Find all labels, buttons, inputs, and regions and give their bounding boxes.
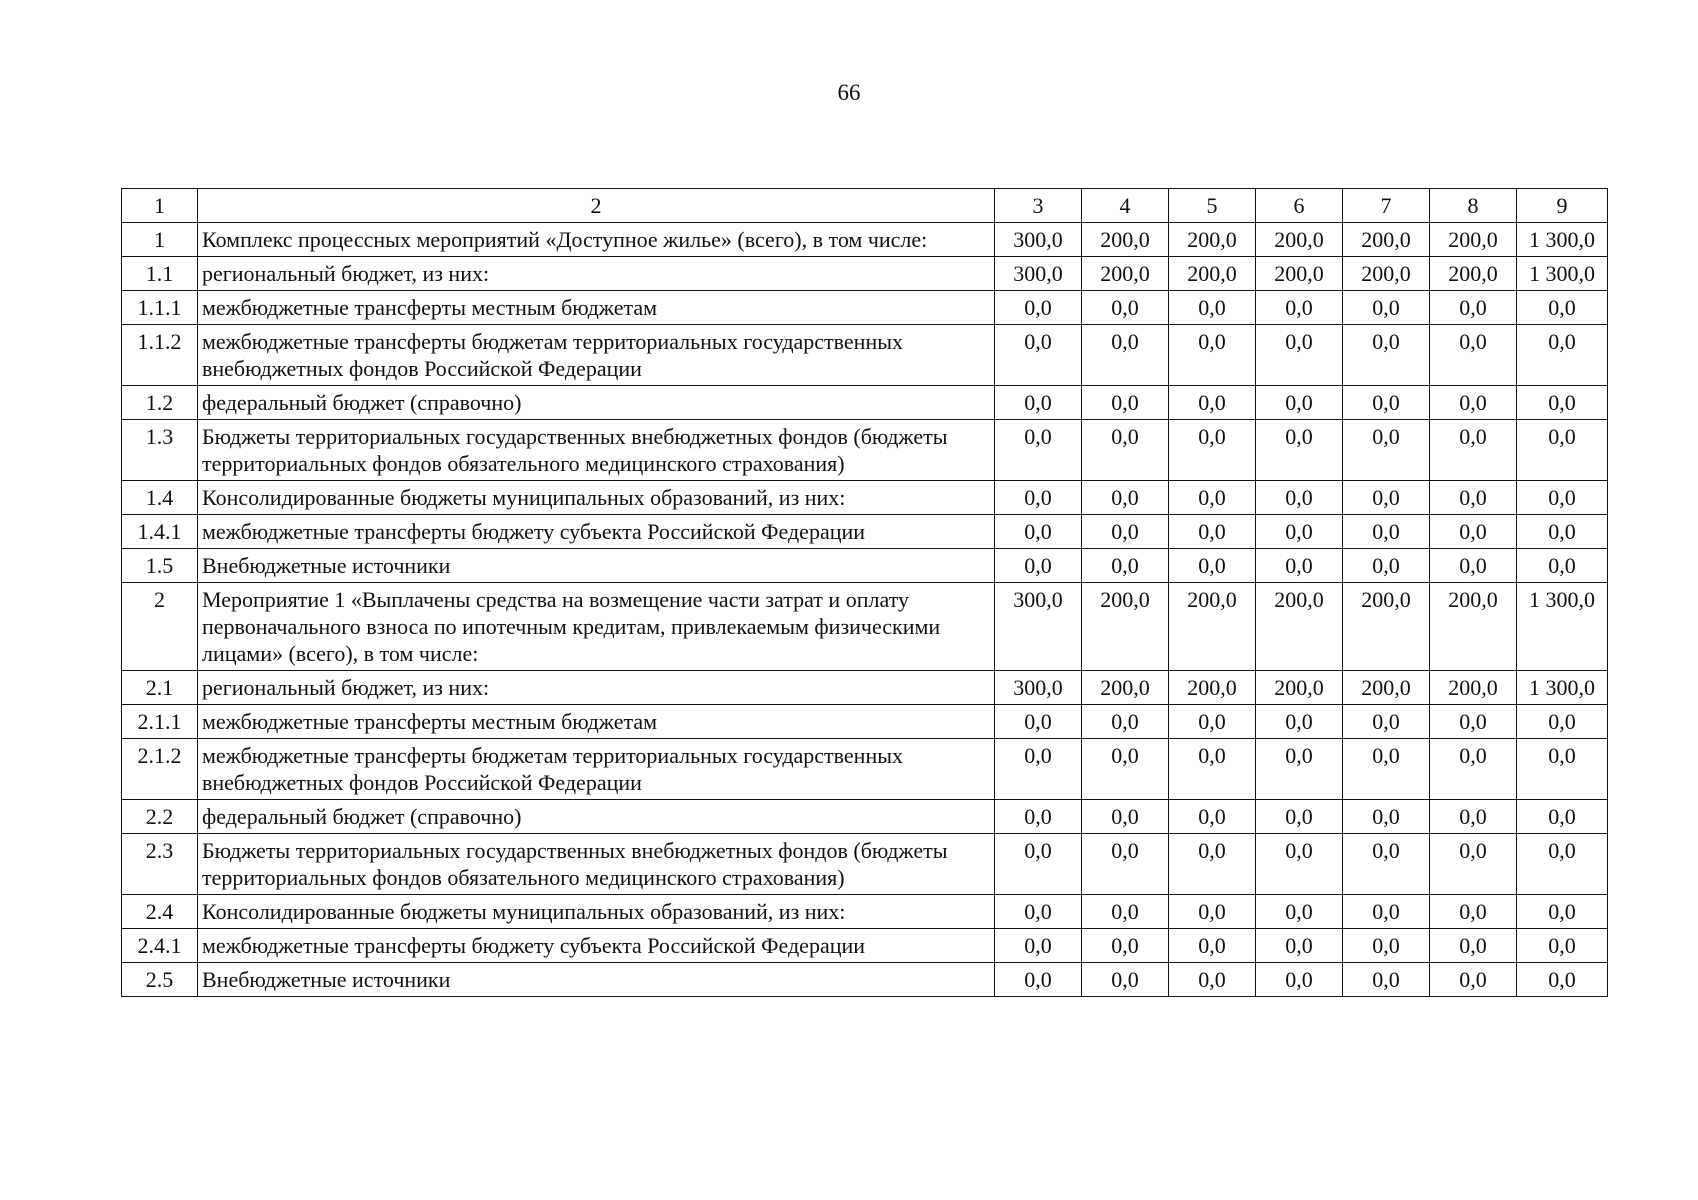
value-cell: 0,0	[1517, 325, 1608, 386]
row-description-cell: Внебюджетные источники	[198, 549, 995, 583]
value-cell: 0,0	[995, 515, 1082, 549]
value-cell: 0,0	[1343, 549, 1430, 583]
value-cell: 0,0	[1430, 929, 1517, 963]
value-cell: 0,0	[1256, 929, 1343, 963]
value-cell: 0,0	[1517, 895, 1608, 929]
row-description-cell: Комплекс процессных мероприятий «Доступное жилье» (всего), в том числе:	[198, 223, 995, 257]
table-header-row	[122, 189, 1608, 223]
value-cell: 1 300,0	[1517, 671, 1608, 705]
header-cell: 7	[1343, 189, 1430, 223]
value-cell: 0,0	[1343, 929, 1430, 963]
value-cell: 1 300,0	[1517, 257, 1608, 291]
value-cell: 0,0	[1517, 549, 1608, 583]
row-description-cell: межбюджетные трансферты местным бюджетам	[198, 291, 995, 325]
row-number-cell: 2.5	[122, 963, 198, 997]
value-cell: 0,0	[1343, 291, 1430, 325]
value-cell: 0,0	[1430, 895, 1517, 929]
value-cell: 200,0	[1430, 671, 1517, 705]
value-cell: 200,0	[1343, 671, 1430, 705]
value-cell: 0,0	[1517, 420, 1608, 481]
row-number-cell: 2.2	[122, 800, 198, 834]
value-cell: 0,0	[1082, 963, 1169, 997]
value-cell: 300,0	[995, 223, 1082, 257]
row-description-cell: Бюджеты территориальных государственных внебюджетных фондов (бюджеты территориальных фондов обязательного медицинского страхования)	[198, 834, 995, 895]
value-cell: 200,0	[1343, 257, 1430, 291]
value-cell: 0,0	[1082, 739, 1169, 800]
row-number-cell: 1.1.2	[122, 325, 198, 386]
value-cell: 0,0	[1430, 834, 1517, 895]
value-cell: 0,0	[1517, 800, 1608, 834]
value-cell: 0,0	[1082, 481, 1169, 515]
value-cell: 0,0	[1343, 386, 1430, 420]
value-cell: 0,0	[1517, 515, 1608, 549]
header-cell: 8	[1430, 189, 1517, 223]
value-cell: 0,0	[1430, 800, 1517, 834]
row-number-cell: 2.4.1	[122, 929, 198, 963]
value-cell: 0,0	[1169, 800, 1256, 834]
row-number-cell: 1.1	[122, 257, 198, 291]
value-cell: 0,0	[1256, 325, 1343, 386]
value-cell: 0,0	[1169, 929, 1256, 963]
value-cell: 0,0	[1256, 963, 1343, 997]
value-cell: 200,0	[1256, 257, 1343, 291]
value-cell: 200,0	[1430, 583, 1517, 671]
value-cell: 0,0	[1169, 515, 1256, 549]
table-row	[122, 291, 1608, 325]
row-number-cell: 1	[122, 223, 198, 257]
value-cell: 0,0	[995, 895, 1082, 929]
value-cell: 0,0	[1256, 739, 1343, 800]
value-cell: 0,0	[1430, 291, 1517, 325]
value-cell: 0,0	[1517, 739, 1608, 800]
value-cell: 0,0	[1082, 800, 1169, 834]
header-cell: 4	[1082, 189, 1169, 223]
value-cell: 0,0	[1082, 386, 1169, 420]
header-cell: 6	[1256, 189, 1343, 223]
row-number-cell: 1.2	[122, 386, 198, 420]
value-cell: 200,0	[1169, 257, 1256, 291]
value-cell: 0,0	[1082, 291, 1169, 325]
value-cell: 0,0	[1169, 420, 1256, 481]
header-cell: 2	[198, 189, 995, 223]
table-row	[122, 963, 1608, 997]
value-cell: 0,0	[1256, 420, 1343, 481]
value-cell: 0,0	[1343, 481, 1430, 515]
value-cell: 0,0	[995, 549, 1082, 583]
value-cell: 0,0	[1430, 963, 1517, 997]
header-cell: 3	[995, 189, 1082, 223]
value-cell: 0,0	[995, 929, 1082, 963]
value-cell: 0,0	[1343, 515, 1430, 549]
value-cell: 0,0	[1343, 739, 1430, 800]
row-number-cell: 2.4	[122, 895, 198, 929]
value-cell: 0,0	[995, 834, 1082, 895]
row-number-cell: 2.1.1	[122, 705, 198, 739]
value-cell: 0,0	[995, 963, 1082, 997]
table-row	[122, 671, 1608, 705]
value-cell: 0,0	[1082, 420, 1169, 481]
value-cell: 0,0	[1430, 325, 1517, 386]
table-row	[122, 386, 1608, 420]
table-row	[122, 739, 1608, 800]
value-cell: 0,0	[1517, 481, 1608, 515]
value-cell: 200,0	[1343, 583, 1430, 671]
value-cell: 0,0	[1256, 291, 1343, 325]
value-cell: 0,0	[995, 325, 1082, 386]
value-cell: 0,0	[1343, 705, 1430, 739]
value-cell: 200,0	[1256, 583, 1343, 671]
table-row	[122, 481, 1608, 515]
value-cell: 0,0	[1169, 325, 1256, 386]
value-cell: 0,0	[1430, 481, 1517, 515]
table-row	[122, 549, 1608, 583]
value-cell: 0,0	[1082, 834, 1169, 895]
value-cell: 200,0	[1256, 671, 1343, 705]
value-cell: 1 300,0	[1517, 223, 1608, 257]
value-cell: 0,0	[1169, 895, 1256, 929]
row-description-cell: Внебюджетные источники	[198, 963, 995, 997]
table-row	[122, 325, 1608, 386]
row-description-cell: межбюджетные трансферты бюджету субъекта Российской Федерации	[198, 929, 995, 963]
value-cell: 0,0	[1169, 386, 1256, 420]
row-description-cell: федеральный бюджет (справочно)	[198, 386, 995, 420]
value-cell: 0,0	[1169, 739, 1256, 800]
row-number-cell: 1.1.1	[122, 291, 198, 325]
value-cell: 0,0	[1256, 834, 1343, 895]
value-cell: 0,0	[1169, 963, 1256, 997]
value-cell: 0,0	[1082, 705, 1169, 739]
value-cell: 0,0	[1169, 705, 1256, 739]
value-cell: 0,0	[1517, 291, 1608, 325]
value-cell: 0,0	[1256, 515, 1343, 549]
row-description-cell: региональный бюджет, из них:	[198, 671, 995, 705]
value-cell: 0,0	[1256, 895, 1343, 929]
value-cell: 0,0	[1430, 549, 1517, 583]
value-cell: 0,0	[1343, 834, 1430, 895]
value-cell: 300,0	[995, 583, 1082, 671]
value-cell: 0,0	[1517, 386, 1608, 420]
value-cell: 0,0	[1082, 515, 1169, 549]
value-cell: 0,0	[995, 291, 1082, 325]
value-cell: 0,0	[1430, 739, 1517, 800]
header-cell: 5	[1169, 189, 1256, 223]
value-cell: 0,0	[1256, 705, 1343, 739]
value-cell: 0,0	[1517, 834, 1608, 895]
page-number: 66	[837, 80, 861, 105]
value-cell: 200,0	[1169, 583, 1256, 671]
value-cell: 0,0	[995, 386, 1082, 420]
table-row	[122, 223, 1608, 257]
row-description-cell: Мероприятие 1 «Выплачены средства на возмещение части затрат и оплату первоначального взноса по ипотечным кредитам, привлекаемым физическими лицами» (всего), в том числе:	[198, 583, 995, 671]
row-number-cell: 1.4.1	[122, 515, 198, 549]
value-cell: 0,0	[995, 739, 1082, 800]
table-row	[122, 929, 1608, 963]
row-description-cell: Консолидированные бюджеты муниципальных образований, из них:	[198, 895, 995, 929]
row-number-cell: 2.1.2	[122, 739, 198, 800]
value-cell: 200,0	[1169, 671, 1256, 705]
row-description-cell: межбюджетные трансферты бюджетам территориальных государственных внебюджетных фондов Российской Федерации	[198, 739, 995, 800]
row-description-cell: Бюджеты территориальных государственных внебюджетных фондов (бюджеты территориальных фондов обязательного медицинского страхования)	[198, 420, 995, 481]
value-cell: 200,0	[1082, 671, 1169, 705]
value-cell: 0,0	[1256, 481, 1343, 515]
value-cell: 0,0	[1256, 800, 1343, 834]
table-row	[122, 257, 1608, 291]
table-row	[122, 515, 1608, 549]
value-cell: 0,0	[1082, 325, 1169, 386]
row-number-cell: 1.5	[122, 549, 198, 583]
value-cell: 200,0	[1169, 223, 1256, 257]
header-cell: 9	[1517, 189, 1608, 223]
value-cell: 0,0	[1430, 420, 1517, 481]
value-cell: 300,0	[995, 257, 1082, 291]
value-cell: 0,0	[1169, 291, 1256, 325]
value-cell: 300,0	[995, 671, 1082, 705]
value-cell: 0,0	[1169, 834, 1256, 895]
table-body	[122, 189, 1608, 997]
table-row	[122, 583, 1608, 671]
table-row	[122, 895, 1608, 929]
row-number-cell: 1.3	[122, 420, 198, 481]
row-description-cell: межбюджетные трансферты бюджету субъекта Российской Федерации	[198, 515, 995, 549]
value-cell: 0,0	[1082, 549, 1169, 583]
value-cell: 0,0	[995, 705, 1082, 739]
value-cell: 0,0	[1430, 515, 1517, 549]
table-row	[122, 420, 1608, 481]
row-number-cell: 2.1	[122, 671, 198, 705]
row-number-cell: 2.3	[122, 834, 198, 895]
header-cell: 1	[122, 189, 198, 223]
value-cell: 0,0	[1517, 929, 1608, 963]
row-number-cell: 1.4	[122, 481, 198, 515]
value-cell: 0,0	[995, 800, 1082, 834]
table-row	[122, 705, 1608, 739]
value-cell: 0,0	[1169, 481, 1256, 515]
value-cell: 0,0	[1517, 963, 1608, 997]
value-cell: 0,0	[1082, 895, 1169, 929]
value-cell: 0,0	[1343, 963, 1430, 997]
value-cell: 0,0	[1256, 386, 1343, 420]
value-cell: 200,0	[1256, 223, 1343, 257]
value-cell: 200,0	[1082, 223, 1169, 257]
value-cell: 0,0	[1082, 929, 1169, 963]
row-description-cell: региональный бюджет, из них:	[198, 257, 995, 291]
row-description-cell: Консолидированные бюджеты муниципальных образований, из них:	[198, 481, 995, 515]
value-cell: 200,0	[1430, 223, 1517, 257]
value-cell: 0,0	[1256, 549, 1343, 583]
value-cell: 200,0	[1082, 583, 1169, 671]
value-cell: 0,0	[1343, 895, 1430, 929]
value-cell: 0,0	[995, 420, 1082, 481]
value-cell: 0,0	[1430, 386, 1517, 420]
value-cell: 0,0	[1343, 420, 1430, 481]
table-row	[122, 834, 1608, 895]
value-cell: 0,0	[1430, 705, 1517, 739]
value-cell: 200,0	[1343, 223, 1430, 257]
table-row	[122, 800, 1608, 834]
value-cell: 0,0	[1343, 325, 1430, 386]
value-cell: 0,0	[1169, 549, 1256, 583]
value-cell: 200,0	[1082, 257, 1169, 291]
value-cell: 0,0	[1517, 705, 1608, 739]
value-cell: 0,0	[995, 481, 1082, 515]
value-cell: 1 300,0	[1517, 583, 1608, 671]
row-description-cell: межбюджетные трансферты местным бюджетам	[198, 705, 995, 739]
value-cell: 200,0	[1430, 257, 1517, 291]
value-cell: 0,0	[1343, 800, 1430, 834]
budget-table	[121, 188, 1608, 997]
row-number-cell: 2	[122, 583, 198, 671]
row-description-cell: федеральный бюджет (справочно)	[198, 800, 995, 834]
row-description-cell: межбюджетные трансферты бюджетам территориальных государственных внебюджетных фондов Российской Федерации	[198, 325, 995, 386]
